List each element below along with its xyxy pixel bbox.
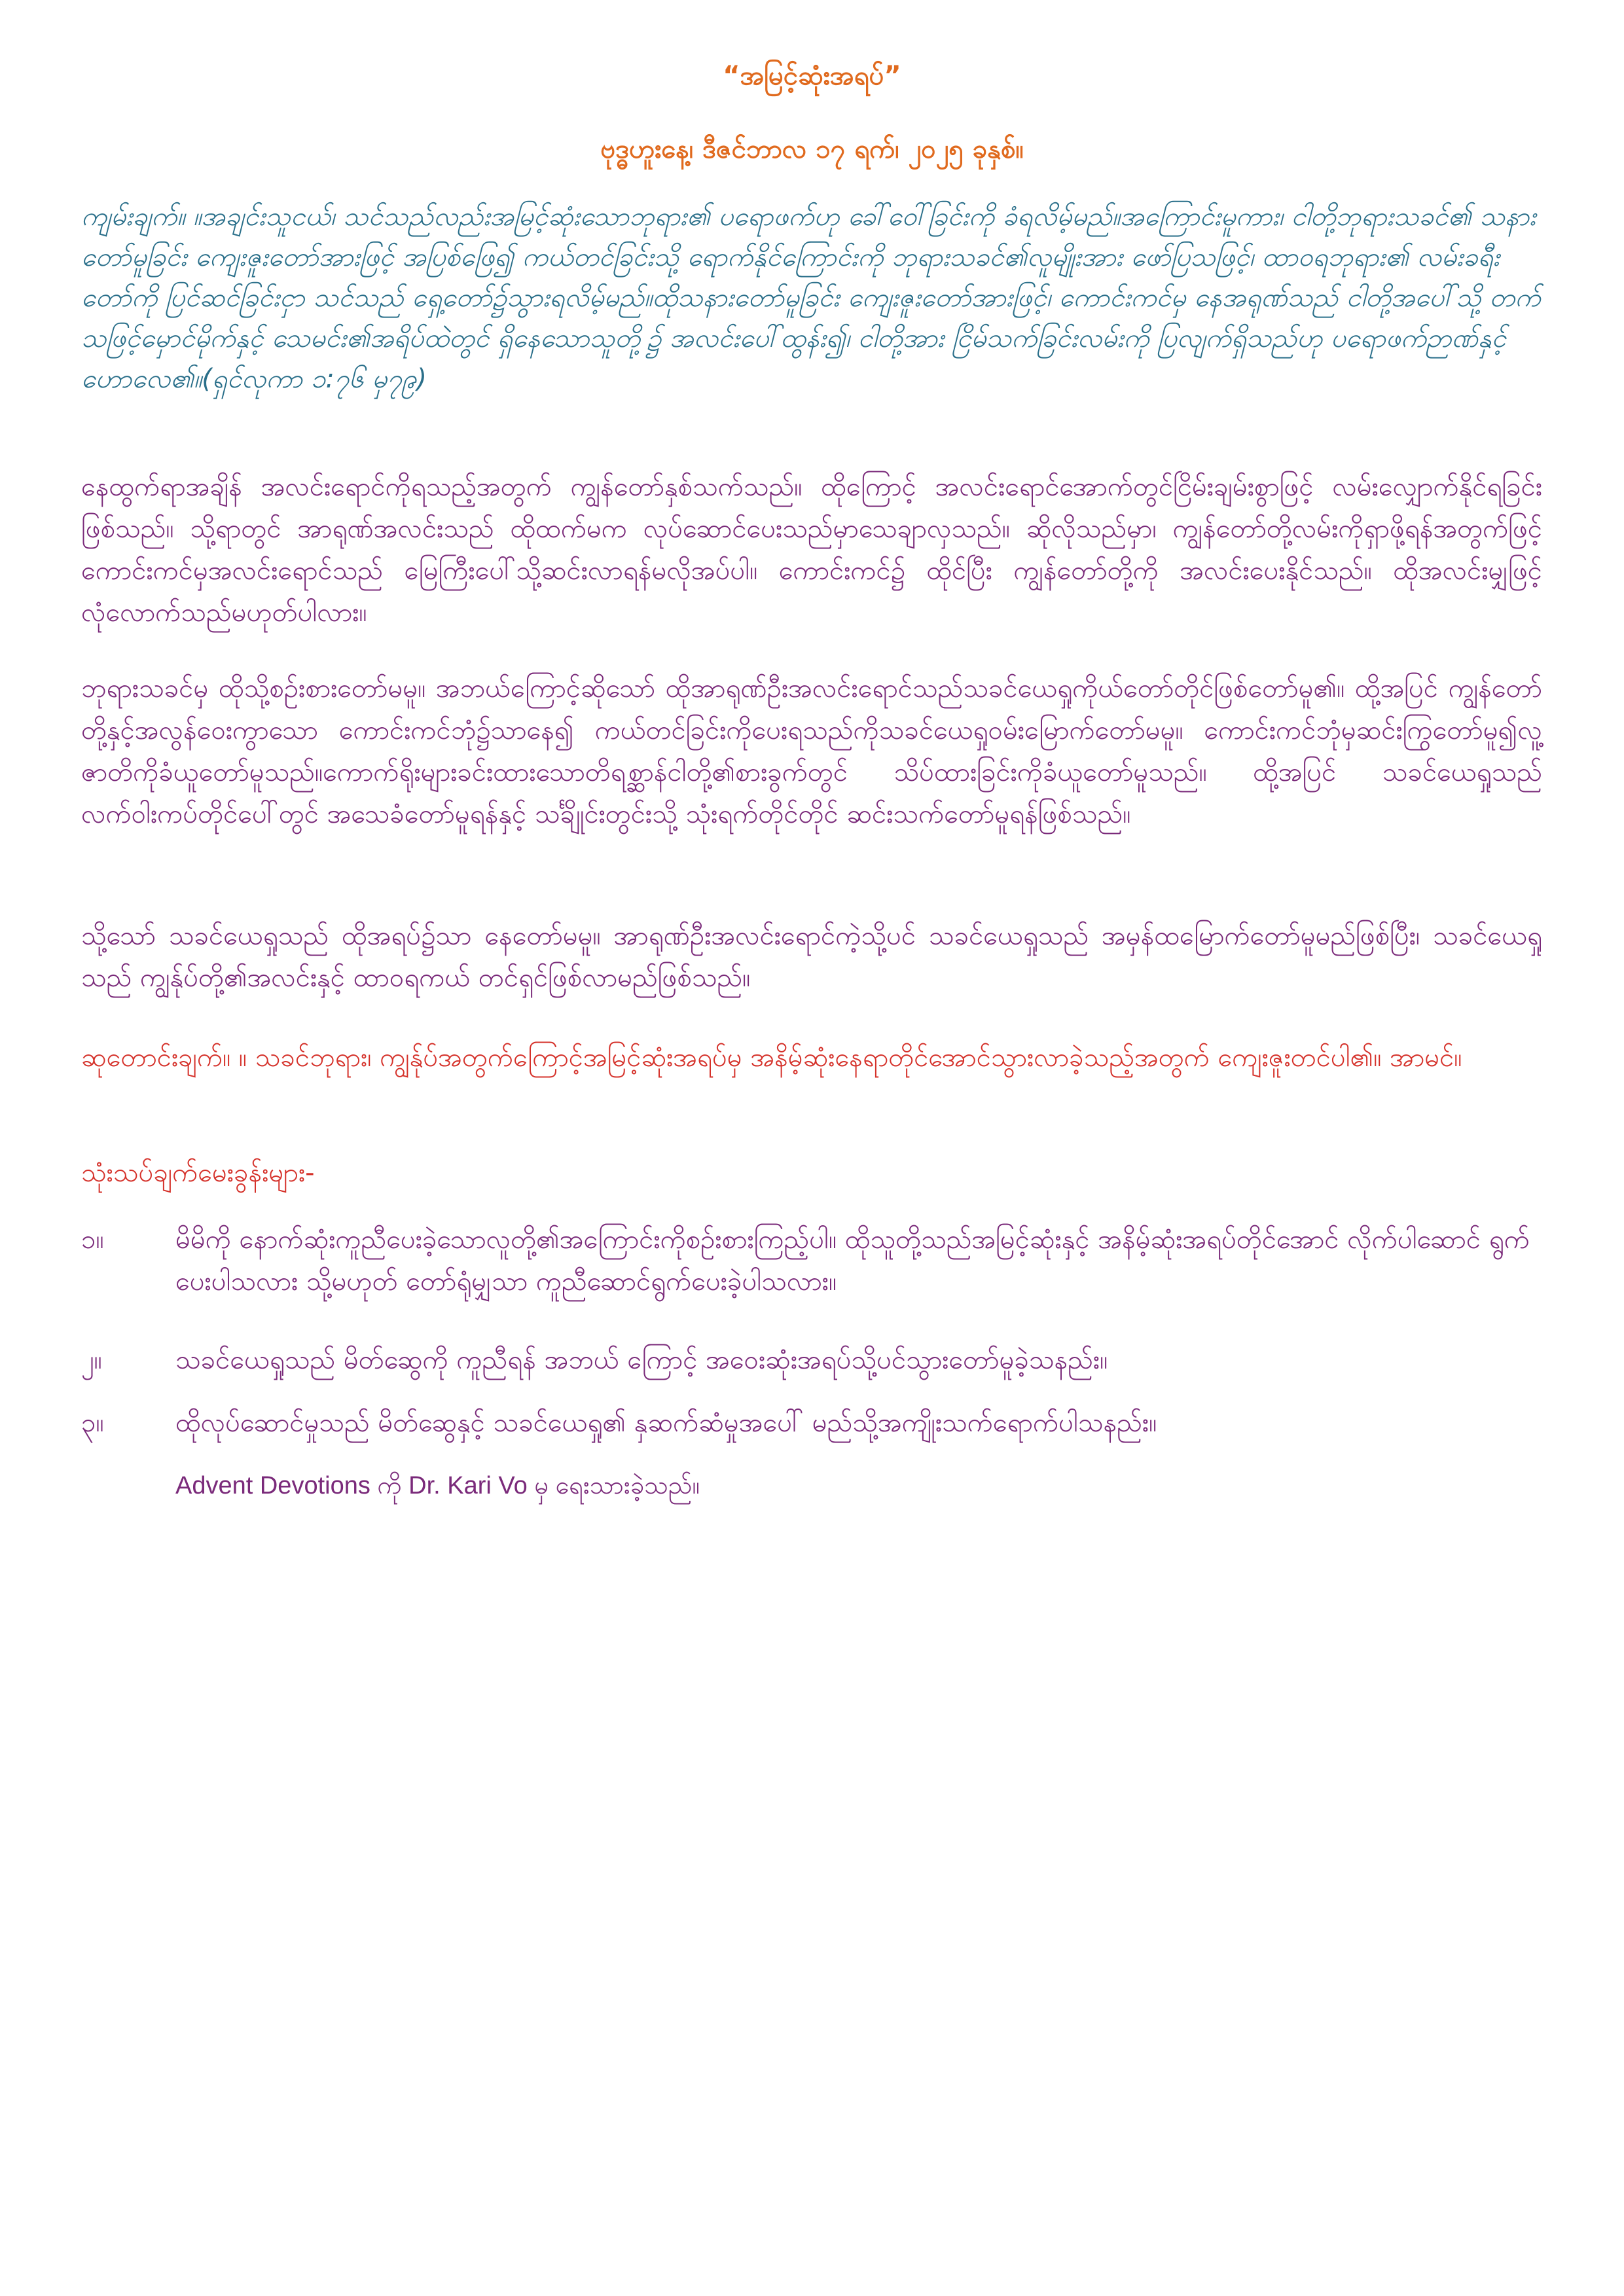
page-title: “အမြင့်ဆုံးအရပ်” [723, 61, 901, 91]
questions-heading: သုံးသပ်ချက်မေးခွန်းများ- [81, 1158, 315, 1188]
question-text: ထိုလုပ်ဆောင်မှုသည် မိတ်ဆွေနှင့် သခင်ယေရှု၏ နှဆက်ဆံမှုအပေါ် မည်သို့အကျိုးသက်ရောက်ပါသနည်း။ [175, 1408, 1157, 1438]
body-paragraph-3: သို့သော် သခင်ယေရှုသည် ထိုအရပ်၌သာ နေတော်မမူ။ အာရုဏ်ဦးအလင်းရောင်ကဲ့သို့ပင် သခင်ယေရှုသည် အမှန်ထမြောက်တော်မူမည်ဖြစ်ပြီး၊ သခင်ယေရှုသည် ကျွန်ုပ်တို့၏အလင်းနှင့် ထာဝရကယ် တင်ရှင်ဖြစ်လာမည်ဖြစ်သည်။ [81, 921, 1542, 993]
scripture-passage: ကျမ်းချက်။ ။အချင်းသူငယ်၊ သင်သည်လည်းအမြင့်ဆုံးသောဘုရား၏ ပရောဖက်ဟု ခေါ်ဝေါ်ခြင်းကို ခံရလိမ့်မည်။အကြောင်းမူကား၊ ငါတို့ဘုရားသခင်၏ သနားတော်မူခြင်း ကျေးဇူးတော်အားဖြင့် အပြစ်ဖြေ၍ ကယ်တင်ခြင်းသို့ ရောက်နိုင်ကြောင်းကို ဘုရားသခင်၏လူမျိုးအား ဖော်ပြသဖြင့်၊ ထာဝရဘုရား၏ လမ်းခရီးတော်ကို ပြင်ဆင်ခြင်းငှာ သင်သည် ရှေ့တော်၌သွားရလိမ့်မည်။ထိုသနားတော်မူခြင်း ကျေးဇူးတော်အားဖြင့်၊ ကောင်းကင်မှ နေအရုဏ်သည် ငါတို့အပေါ်သို့ တက်သဖြင့်မှောင်မိုက်နှင့် သေမင်း၏အရိပ်ထဲတွင် ရှိနေသောသူတို့၌ အလင်းပေါ်ထွန်း၍၊ ငါတို့အား ငြိမ်သက်ခြင်းလမ်းကို ပြလျက်ရှိသည်ဟု ပရောဖက်ဉာဏ်နှင့် ဟောလေ၏။(ရှင်လုကာ ၁:၇၆ မှ၇၉) [81, 202, 1541, 394]
prayer-text: ဆုတောင်းချက်။ ။ သခင်ဘုရား၊ ကျွန်ုပ်အတွက်ကြောင့်အမြင့်ဆုံးအရပ်မှ အနိမ့်ဆုံးနေရာတိုင်အောင်သွားလာခဲ့သည့်အတွက် ကျေးဇူးတင်ပါ၏။ အာမင်။ [81, 1043, 1462, 1073]
question-number: ၃။ [81, 1408, 104, 1438]
question-text: သခင်ယေရှုသည် မိတ်ဆွေကို ကူညီရန် အဘယ် ကြောင့် အဝေးဆုံးအရပ်သို့ပင်သွားတော်မူခဲ့သနည်း။ [175, 1345, 1108, 1375]
body-paragraph-1: နေထွက်ရာအချိန် အလင်းရောင်ကိုရသည့်အတွက် ကျွန်တော်နှစ်သက်သည်။ ထိုကြောင့် အလင်းရောင်အောက်တွင်ငြိမ်းချမ်းစွာဖြင့် လမ်းလျှောက်နိုင်ရခြင်းဖြစ်သည်။ သို့ရာတွင် အာရုဏ်အလင်းသည် ထိုထက်မက လုပ်ဆောင်ပေးသည်မှာသေချာလှသည်။ ဆိုလိုသည်မှာ၊ ကျွန်တော်တို့လမ်းကိုရှာဖို့ရန်အတွက်ဖြင့် ကောင်းကင်မှအလင်းရောင်သည် မြေကြီးပေါ်သို့ဆင်းလာရန်မလိုအပ်ပါ။ ကောင်းကင်၌ ထိုင်ပြီး ကျွန်တော်တို့ကို အလင်းပေးနိုင်သည်။ ထိုအလင်းမျှဖြင့်လုံလောက်သည်မဟုတ်ပါလား။ [81, 472, 1542, 628]
author-credit: Advent Devotions ကို Dr. Kari Vo မှ ရေးသားခဲ့သည်။ [175, 1472, 700, 1499]
question-number: ၂။ [81, 1345, 102, 1375]
question-number: ၁။ [81, 1225, 104, 1255]
body-paragraph-2: ဘုရားသခင်မှ ထိုသို့စဉ်းစားတော်မမူ။ အဘယ်ကြောင့်ဆိုသော် ထိုအာရုဏ်ဦးအလင်းရောင်သည်သခင်ယေရှုကိုယ်တော်တိုင်ဖြစ်တော်မူ၏။ ထို့အပြင် ကျွန်တော်တို့နှင့်အလွန်ဝေးကွာသော ကောင်းကင်ဘုံ၌သာနေ၍ ကယ်တင်ခြင်းကိုပေးရသည်ကိုသခင်ယေရှုဝမ်းမြောက်တော်မမူ။ ကောင်းကင်ဘုံမှဆင်းကြွတော်မူ၍လူ့ဇာတိကိုခံယူတော်မူသည်။ကောက်ရိုးများခင်းထားသောတိရစ္ဆာန်ငါတို့၏စားခွက်တွင် သိပ်ထားခြင်းကိုခံယူတော်မူသည်။ ထို့အပြင် သခင်ယေရှုသည် လက်ဝါးကပ်တိုင်ပေါ်တွင် အသေခံတော်မူရန်နှင့် သင်္ချိုင်းတွင်းသို့ သုံးရက်တိုင်တိုင် ဆင်းသက်တော်မူရန်ဖြစ်သည်။ [81, 673, 1542, 829]
date-heading: ဗုဒ္ဓဟူးနေ့၊ ဒီဇင်ဘာလ ၁၇ ရက်၊ ၂၀၂၅ ခုနှစ်။ [600, 134, 1024, 164]
question-text: မိမိကို နောက်ဆုံးကူညီပေးခဲ့သောလူတို့၏အကြောင်းကိုစဉ်းစားကြည့်ပါ။ ထိုသူတို့သည်အမြင့်ဆုံးနှင့် အနိမ့်ဆုံးအရပ်တိုင်အောင် လိုက်ပါဆောင် ရွက်ပေးပါသလား သို့မဟုတ် တော်ရုံမျှသာ ကူညီဆောင်ရွက်ပေးခဲ့ပါသလား။ [175, 1225, 1530, 1297]
